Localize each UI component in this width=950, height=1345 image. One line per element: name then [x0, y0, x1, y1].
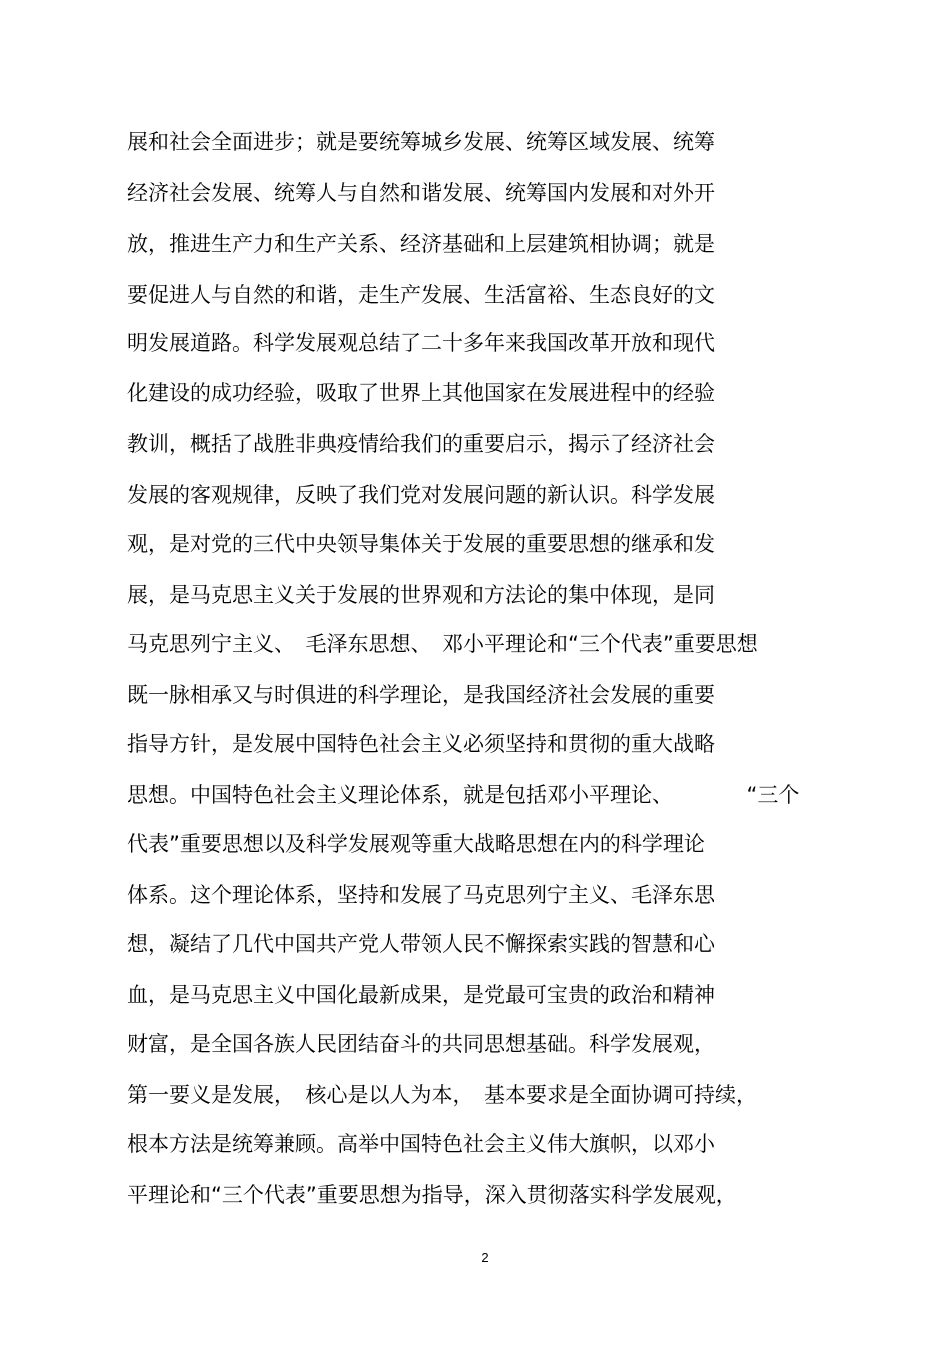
text-line: 根本方法是统筹兼顾。高举中国特色社会主义伟大旗帜，以邓小: [127, 1132, 715, 1156]
text-line: 化建设的成功经验，吸取了世界上其他国家在发展进程中的经验: [127, 381, 715, 405]
text-line: 要促进人与自然的和谐，走生产发展、生活富裕、生态良好的文: [127, 283, 715, 307]
text-line: 思想。中国特色社会主义理论体系，就是包括邓小平理论、 “三个: [127, 783, 800, 807]
text-line: 发展的客观规律，反映了我们党对发展问题的新认识。科学发展: [127, 483, 715, 507]
text-line: 第一要义是发展， 核心是以人为本， 基本要求是全面协调可持续，: [127, 1083, 757, 1107]
text-line: 马克思列宁主义、 毛泽东思想、 邓小平理论和“三个代表”重要思想: [127, 632, 758, 656]
text-line: 血，是马克思主义中国化最新成果，是党最可宝贵的政治和精神: [127, 983, 715, 1007]
text-line: 展，是马克思主义关于发展的世界观和方法论的集中体现，是同: [127, 583, 715, 607]
text-line: 观，是对党的三代中央领导集体关于发展的重要思想的继承和发: [127, 532, 715, 556]
text-line: 代表”重要思想以及科学发展观等重大战略思想在内的科学理论: [127, 832, 705, 856]
text-line: 经济社会发展、统筹人与自然和谐发展、统筹国内发展和对外开: [127, 181, 715, 205]
text-line: 想，凝结了几代中国共产党人带领人民不懈探索实践的智慧和心: [127, 932, 715, 956]
text-line: 平理论和“三个代表”重要思想为指导，深入贯彻落实科学发展观，: [127, 1183, 737, 1207]
text-line: 展和社会全面进步；就是要统筹城乡发展、统筹区域发展、统筹: [127, 130, 715, 154]
text-line: 指导方针，是发展中国特色社会主义必须坚持和贯彻的重大战略: [127, 732, 715, 756]
text-line: 明发展道路。科学发展观总结了二十多年来我国改革开放和现代: [127, 331, 715, 355]
text-line: 放，推进生产力和生产关系、经济基础和上层建筑相协调；就是: [127, 232, 715, 256]
text-line: 教训，概括了战胜非典疫情给我们的重要启示，揭示了经济社会: [127, 432, 715, 456]
text-line: 体系。这个理论体系，坚持和发展了马克思列宁主义、毛泽东思: [127, 883, 715, 907]
text-line: 既一脉相承又与时俱进的科学理论，是我国经济社会发展的重要: [127, 683, 715, 707]
page-number: 2: [481, 1250, 489, 1265]
text-line: 财富，是全国各族人民团结奋斗的共同思想基础。科学发展观，: [127, 1032, 715, 1056]
